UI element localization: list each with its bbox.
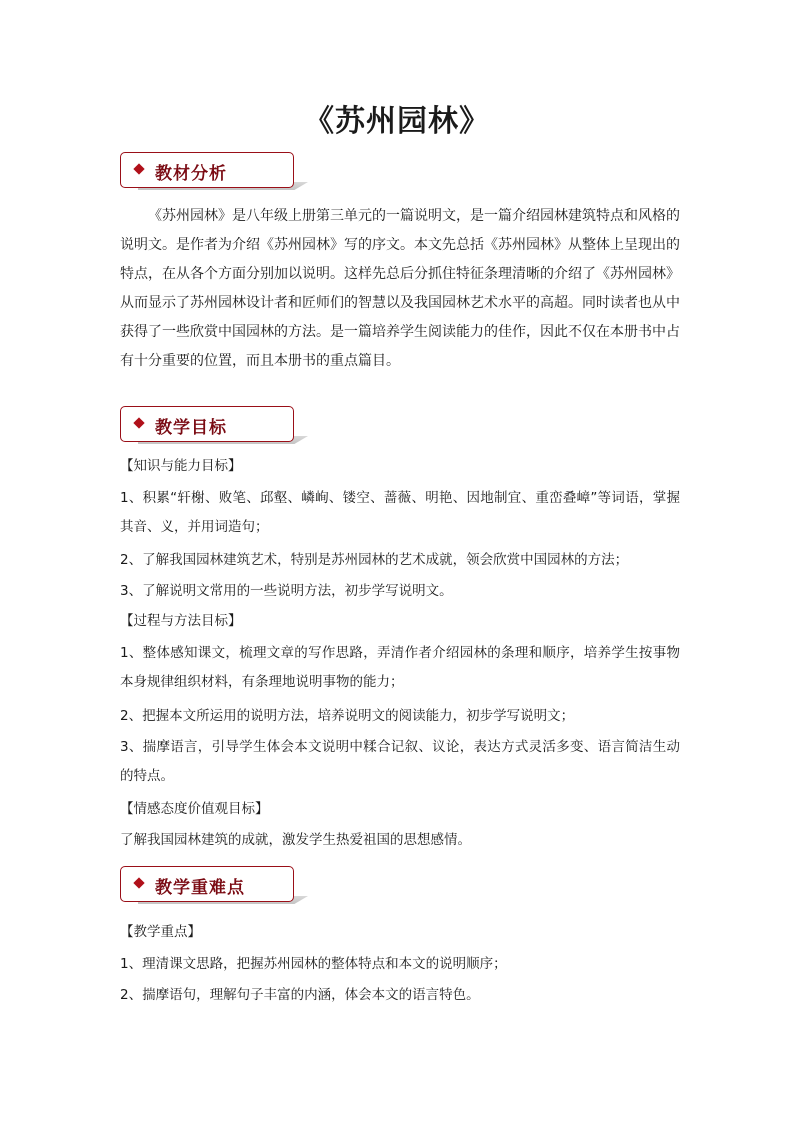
analysis-paragraph: 《苏州园林》是八年级上册第三单元的一篇说明文，是一篇介绍园林建筑特点和风格的说明文。是作者为介绍《苏州园林》写的序文。本文先总括《苏州园林》从整体上呈现出的特点，在从各个方面分别加以说明。这样先总后分抓住特征条理清晰的介绍了《苏州园林》从而显示了苏州园林设计者和匠师们的智慧以及我国园林艺术水平的高超。同时读者也从中获得了一些欣赏中国园林的方法。是一篇培养学生阅读能力的佳作，因此不仅在本册书中占有十分重要的位置，而且本册书的重点篇目。: [120, 208, 680, 369]
section-heading-box: [120, 866, 294, 902]
diamond-bullet-icon: [133, 417, 144, 428]
process-item-1: 1、整体感知课文，梳理文章的写作思路，弄清作者介绍园林的条理和顺序，培养学生按事物本身规律组织材料，有条理地说明事物的能力；: [120, 645, 680, 690]
section-heading-label: 教学重难点: [155, 878, 245, 898]
page-title: 《苏州园林》: [304, 104, 490, 139]
section-heading-box: [120, 152, 294, 188]
process-item-3: 3、揣摩语言，引导学生体会本文说明中糅合记叙、议论，表达方式灵活多变、语言简洁生动的特点。: [120, 739, 680, 784]
diamond-bullet-icon: [133, 163, 144, 174]
section-heading-objectives: [120, 406, 308, 446]
diamond-bullet-icon: [133, 877, 144, 888]
process-item-2: 2、把握本文所运用的说明方法，培养说明文的阅读能力，初步学写说明文；: [120, 708, 575, 724]
knowledge-item-2: 2、了解我国园林建筑艺术，特别是苏州园林的艺术成就，领会欣赏中国园林的方法；: [120, 552, 629, 568]
focus-item-1: 1、理清课文思路，把握苏州园林的整体特点和本文的说明顺序；: [120, 956, 507, 972]
emotion-header: 【情感态度价值观目标】: [120, 801, 269, 817]
section-heading-label: 教材分析: [155, 164, 227, 184]
section-heading-analysis: [120, 152, 308, 192]
knowledge-item-1: 1、积累“轩榭、败笔、邱壑、嶙峋、镂空、蔷薇、明艳、因地制宜、重峦叠嶂”等词语，掌握其音、义，并用词造句；: [120, 490, 680, 535]
section-heading-label: 教学目标: [155, 418, 227, 438]
knowledge-item-3: 3、了解说明文常用的一些说明方法，初步学写说明文。: [120, 583, 453, 599]
focus-item-2: 2、揣摩语句，理解句子丰富的内涵，体会本文的语言特色。: [120, 987, 480, 1003]
focus-header: 【教学重点】: [120, 924, 201, 940]
knowledge-header: 【知识与能力目标】: [120, 458, 242, 474]
process-header: 【过程与方法目标】: [120, 613, 242, 629]
section-heading-box: [120, 406, 294, 442]
emotion-item-1: 了解我国园林建筑的成就，激发学生热爱祖国的思想感情。: [120, 832, 471, 848]
section-heading-keypoints: [120, 866, 308, 906]
